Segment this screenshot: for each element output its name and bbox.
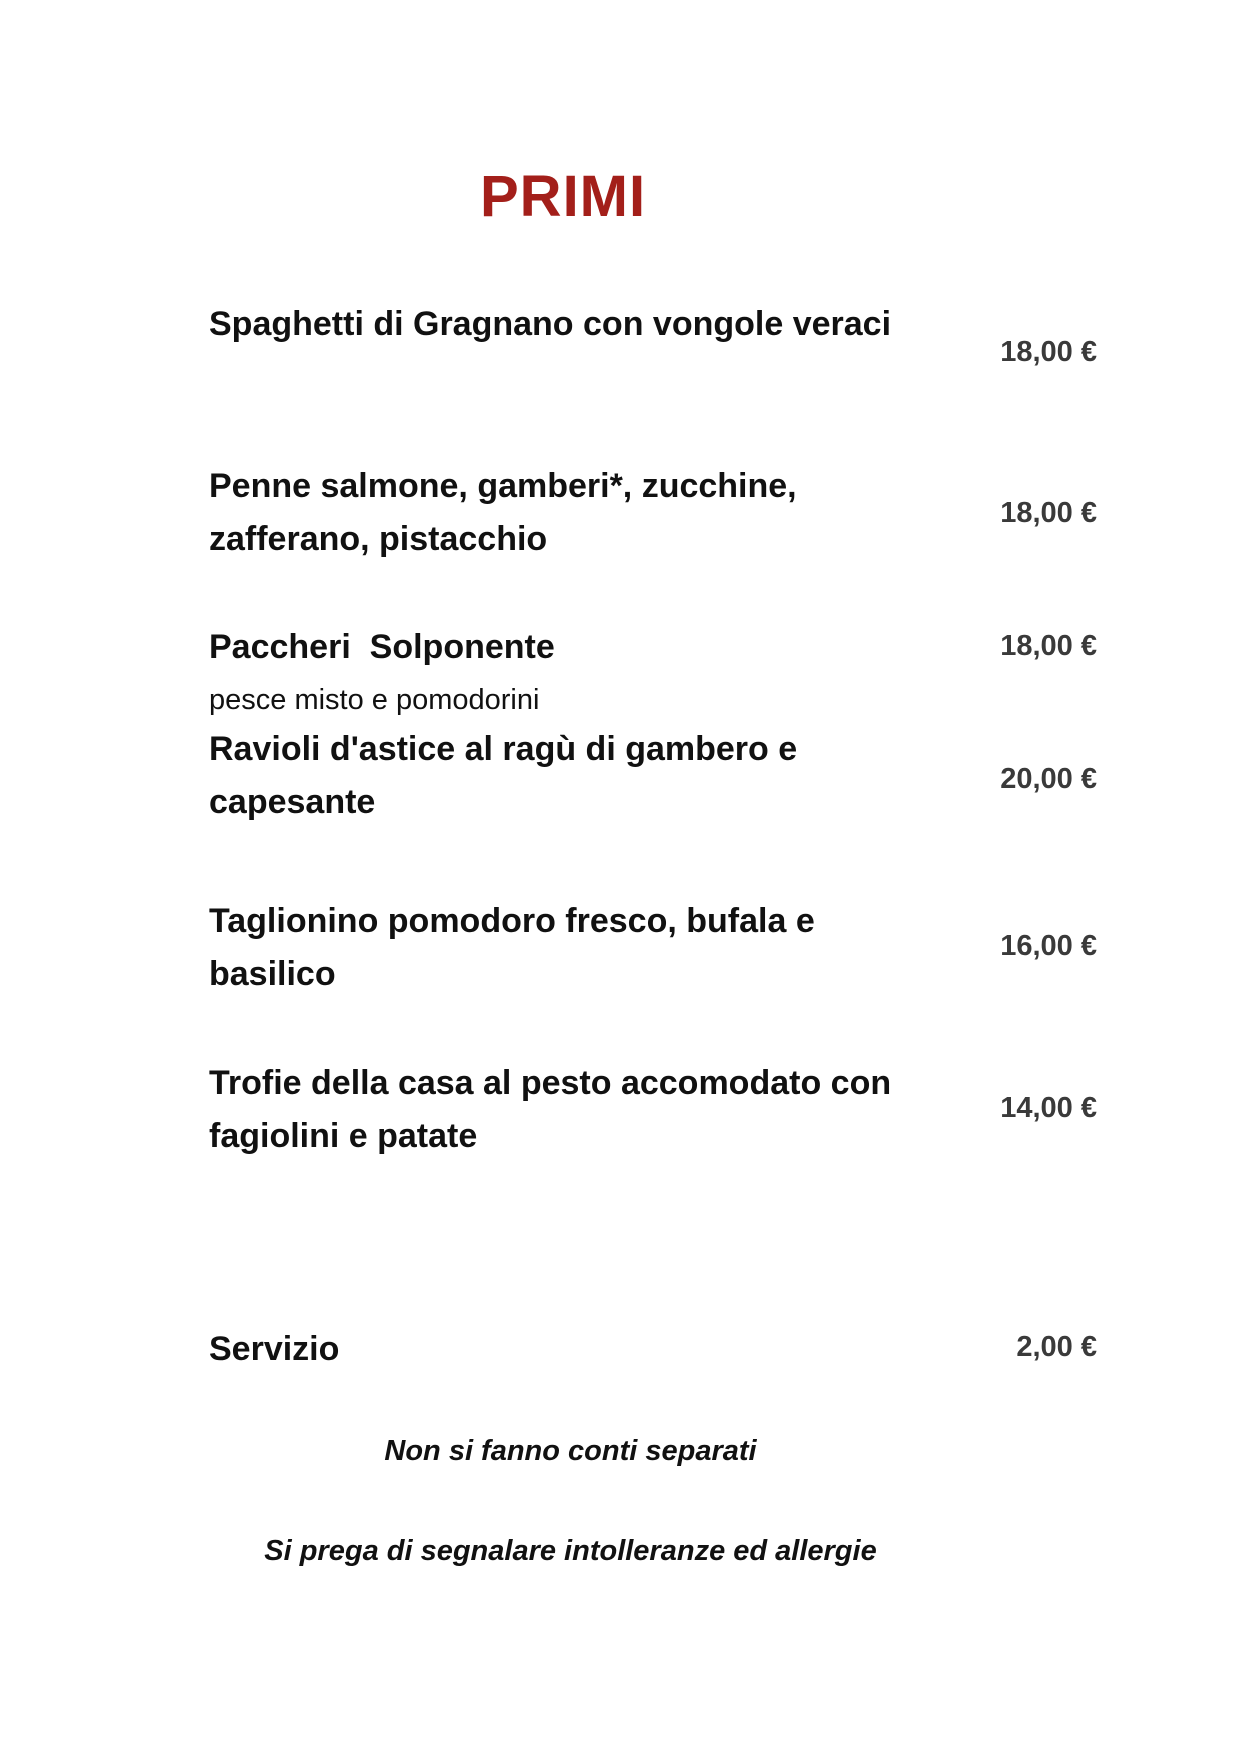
note-separate-bills: Non si fanno conti separati — [384, 1435, 757, 1467]
dish-name: Spaghetti di Gragnano con vongole veraci — [209, 305, 892, 343]
dish-description: pesce misto e pomodorini — [209, 684, 540, 716]
dish-price: 18,00 € — [1000, 630, 1097, 662]
dish-price: 20,00 € — [1000, 763, 1097, 795]
dish-name: Paccheri Solponente — [209, 628, 555, 666]
dish-price: 16,00 € — [1000, 930, 1097, 962]
menu-title: PRIMI — [480, 164, 647, 229]
note-allergies: Si prega di segnalare intolleranze ed allergie — [264, 1535, 877, 1567]
dish-name: Taglionino pomodoro fresco, bufala e basilico — [209, 902, 815, 993]
dish-name: Ravioli d'astice al ragù di gambero e capesante — [209, 730, 798, 821]
dish-price: 14,00 € — [1000, 1092, 1097, 1124]
dish-price: 18,00 € — [1000, 336, 1097, 368]
dish-price: 18,00 € — [1000, 497, 1097, 529]
dish-name: Penne salmone, gamberi*, zucchine, zafferano, pistacchio — [209, 467, 797, 558]
dish-name: Trofie della casa al pesto accomodato con fagiolini e patate — [209, 1064, 892, 1155]
service-price: 2,00 € — [1016, 1331, 1097, 1363]
service-label: Servizio — [209, 1330, 340, 1368]
